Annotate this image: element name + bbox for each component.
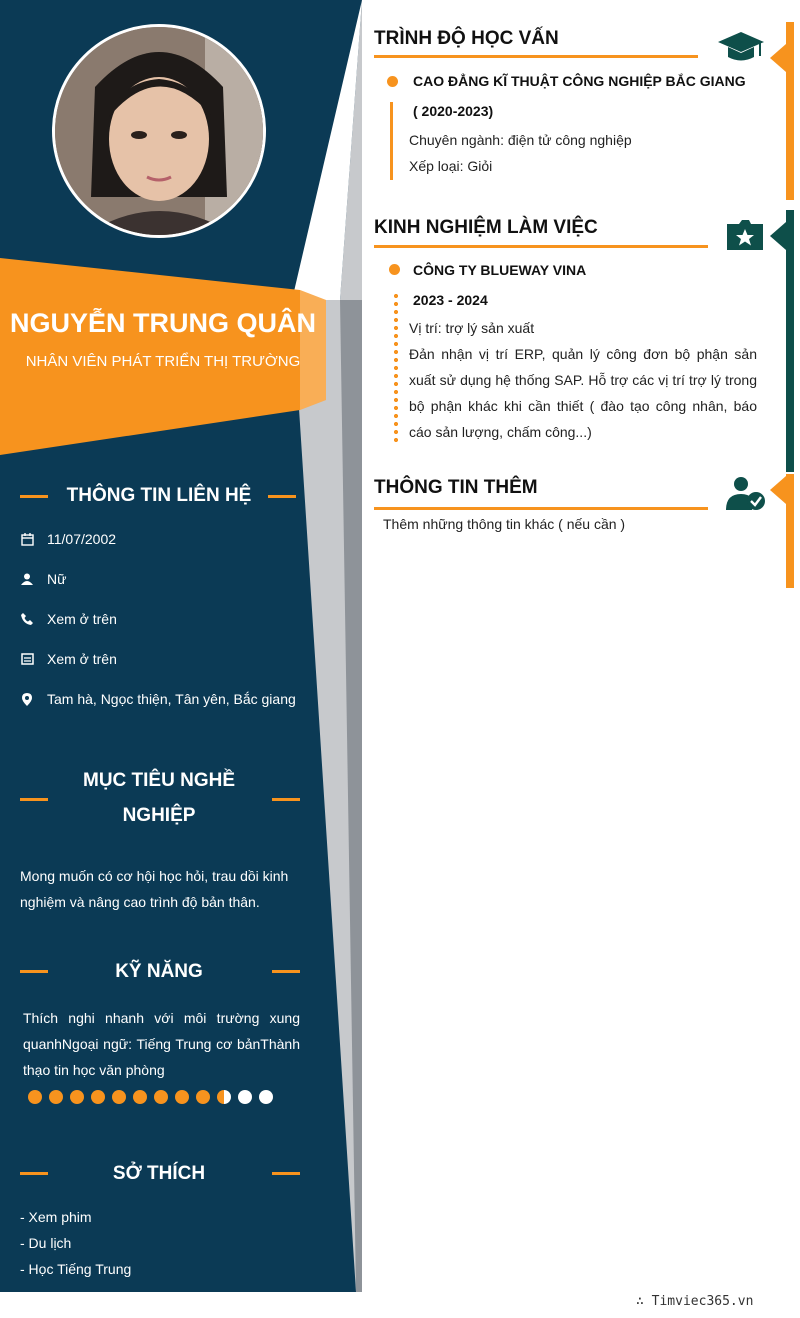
- section-underline: [374, 507, 708, 510]
- section-dash-left: [20, 798, 48, 801]
- additional-text: Thêm những thông tin khác ( nếu cần ): [383, 516, 626, 532]
- education-period: ( 2020-2023): [413, 103, 494, 119]
- skills-text: Thích nghi nhanh với môi trường xung quanhNgoại ngữ: Tiếng Trung cơ bảnThành thạo tin học văn phòng: [23, 1010, 300, 1078]
- skill-rating: [28, 1090, 273, 1104]
- contact-email: [20, 651, 117, 667]
- rating-dot: [259, 1090, 273, 1104]
- briefcase-star-icon: [725, 218, 765, 252]
- contact-birthday: [20, 531, 116, 547]
- rating-dot: [196, 1090, 210, 1104]
- education-grade: Xếp loại: Giỏi: [409, 158, 493, 174]
- rating-dot: [112, 1090, 126, 1104]
- rating-dot: [175, 1090, 189, 1104]
- graduation-cap-icon: [718, 30, 764, 66]
- hobby-item: - Xem phim: [20, 1209, 92, 1225]
- email-icon: [20, 652, 34, 666]
- section-underline: [374, 55, 698, 58]
- email-text: Xem ở trên: [47, 651, 117, 667]
- timeline-dotted-line: [394, 292, 398, 444]
- footer-brand[interactable]: ∴ Timviec365.vn: [636, 1294, 754, 1309]
- user-check-icon: [726, 476, 766, 512]
- objective-title-line1: MỤC TIÊU NGHỀ: [83, 770, 235, 791]
- birthday-text: 11/07/2002: [47, 531, 117, 547]
- section-dash-right: [272, 1172, 300, 1175]
- location-icon: [20, 692, 34, 706]
- contact-section-title: THÔNG TIN LIÊN HỆ: [66, 485, 252, 506]
- additional-title: THÔNG TIN THÊM: [374, 477, 538, 498]
- rating-dot: [154, 1090, 168, 1104]
- gender-text: Nữ: [47, 571, 67, 587]
- experience-title: KINH NGHIỆM LÀM VIỆC: [374, 217, 598, 238]
- contact-phone: [20, 611, 117, 627]
- hobbies-title: SỞ THÍCH: [112, 1163, 206, 1184]
- rating-dot: [70, 1090, 84, 1104]
- education-school: CAO ĐẲNG KĨ THUẬT CÔNG NGHIỆP BẮC GIANG: [413, 73, 746, 89]
- profile-photo: [52, 24, 266, 238]
- timeline-line: [390, 102, 393, 180]
- avatar-illustration: [55, 27, 263, 235]
- objective-text: Mong muốn có cơ hội học hỏi, trau dồi kinh nghiệm và nâng cao trình độ bản thân.: [20, 868, 289, 910]
- section-dash-right: [272, 970, 300, 973]
- education-title: TRÌNH ĐỘ HỌC VẤN: [374, 28, 559, 49]
- hobby-item: - Học Tiếng Trung: [20, 1261, 132, 1277]
- hobby-item: - Du lịch: [20, 1235, 72, 1251]
- section-dash-right: [268, 495, 296, 498]
- contact-address: [20, 691, 296, 707]
- user-icon: [20, 572, 34, 586]
- rating-dot: [28, 1090, 42, 1104]
- timeline-bullet: [389, 264, 400, 275]
- calendar-icon: [20, 532, 34, 546]
- contact-gender: [20, 571, 66, 587]
- education-major: Chuyên ngành: điện tử công nghiệp: [409, 132, 632, 148]
- rating-dot: [217, 1090, 231, 1104]
- rating-dot: [49, 1090, 63, 1104]
- section-underline: [374, 245, 708, 248]
- experience-description: Đản nhận vị trí ERP, quản lý công đơn bộ phận sản xuất sử dụng hệ thống SAP. Hỗ trợ các vị trí trợ lý trong bộ phận khác khi cần thiết ( đào tạo công nhân, báo cáo sản lượng, chấm công...): [409, 346, 757, 440]
- address-text: Tam hà, Ngọc thiện, Tân yên, Bắc giang: [47, 691, 296, 707]
- rating-dot: [91, 1090, 105, 1104]
- rating-dot: [133, 1090, 147, 1104]
- phone-text: Xem ở trên: [47, 611, 117, 627]
- timeline-bullet: [387, 76, 398, 87]
- experience-period: 2023 - 2024: [413, 292, 488, 308]
- experience-company: CÔNG TY BLUEWAY VINA: [413, 262, 587, 278]
- objective-title-line2: NGHIỆP: [122, 805, 196, 826]
- candidate-position: NHÂN VIÊN PHÁT TRIỂN THỊ TRƯỜNG: [25, 353, 301, 370]
- skills-title: KỸ NĂNG: [115, 961, 203, 982]
- experience-role: Vị trí: trợ lý sản xuất: [409, 320, 535, 336]
- rating-dot: [238, 1090, 252, 1104]
- phone-icon: [20, 612, 34, 626]
- candidate-name: NGUYỄN TRUNG QUÂN: [9, 308, 316, 338]
- section-dash-right: [272, 798, 300, 801]
